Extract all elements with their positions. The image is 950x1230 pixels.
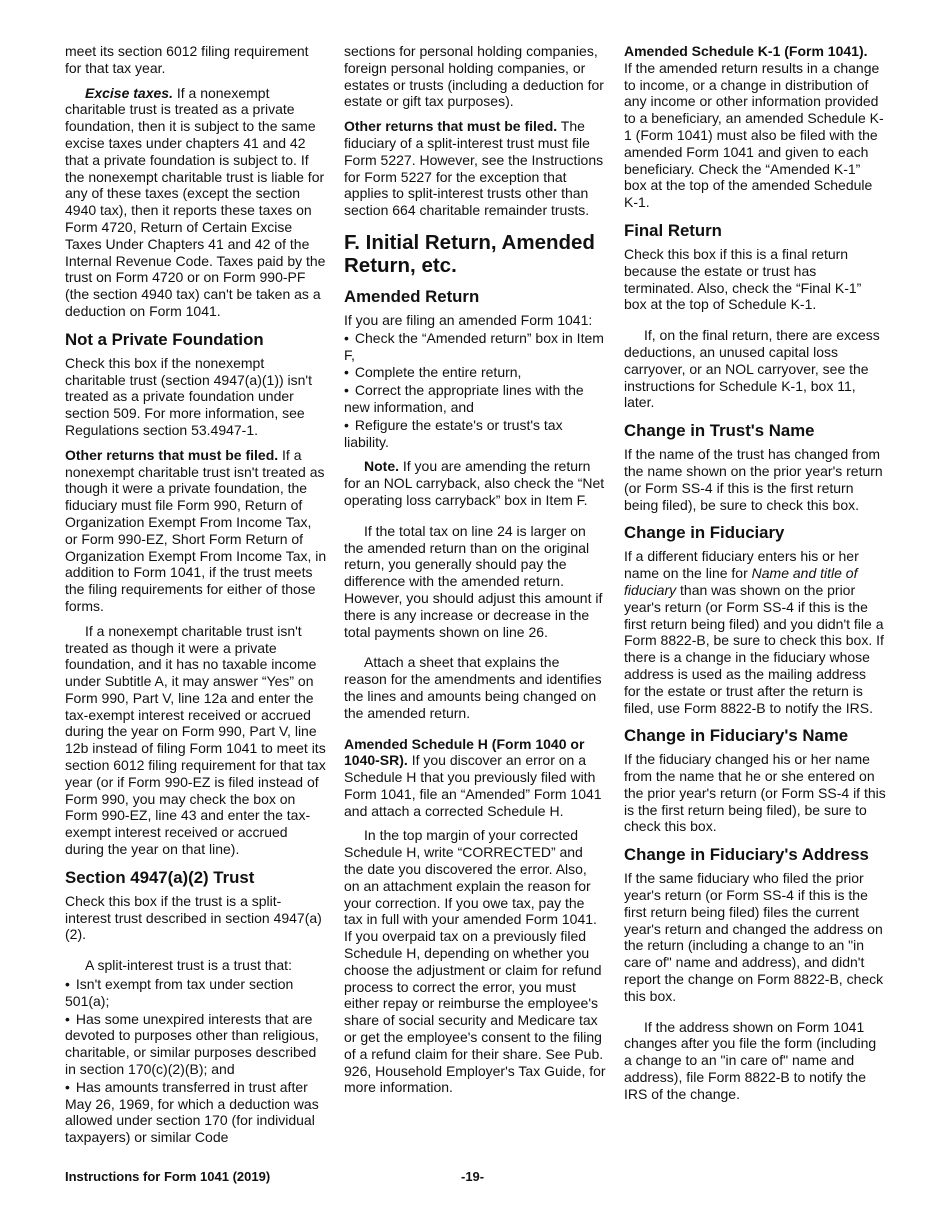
note-text: If you are amending the return for an NOL carryback, also check the “Net operating loss carryback” box in Item F. (344, 458, 605, 508)
paragraph-total-tax: If the total tax on line 24 is larger on the amended return than on the original return, you generally should pay the difference with the amended return. However, you should adjust this amount if there is any increase or decrease in the total payments shown on line 26. (344, 522, 603, 640)
paragraph-final-return: Check this box if this is a final return because the estate or trust has terminated. Also, check the “Final K-1” box at the top of Schedule K-1. (624, 245, 862, 313)
list-item: • Has amounts transferred in trust after May 26, 1969, for which a deduction was allowed under section 170 (for individual taxpayers) or similar Code (65, 1079, 327, 1146)
paragraph-if-nonexempt: If a nonexempt charitable trust isn't treated as though it were a private foundation, and it has no taxable income under Subtitle A, it may answer “Yes” on Form 990, Part V, line 12a and enter the tax-exempt interest received or accrued during the year on Form 990, Part V, line 12b instead of filing Form 1041 to meet its section 6012 filing requirement for that tax year (or if Form 990-EZ is filed instead of Form 990, you may check the box on Form 990-EZ, line 43 and enter the tax-exempt interest received or accrued during the year on that line). (65, 622, 326, 858)
heading-amended-return: Amended Return (344, 286, 480, 306)
heading-section-f: F. Initial Return, Amended Return, etc. (344, 230, 595, 277)
column-right (624, 43, 886, 1111)
schedule-h-label: Amended Schedule H (Form 1040 or 1040-SR). (344, 735, 585, 769)
paragraph-other-returns (65, 447, 327, 615)
paragraph-continued: meet its section 6012 filing requirement for that tax year. (65, 43, 309, 76)
list-item: • Check the “Amended return” box in Item F, (344, 330, 606, 364)
list-item: • Correct the appropriate lines with the new information, and (344, 382, 606, 416)
fiduciary-text-post: than was shown on the prior year's return (or Form SS-4 if this is the first return being filed) and you didn't file a Form 8822-B, be sure to check this box. If there is a change in the fiduciary whose address is used as the mailing address for the estate or trust after the return is filed, use Form 8822-B to notify the IRS. (624, 581, 884, 716)
paragraph-amended-schedule-h (344, 736, 606, 820)
paragraph-continued: sections for personal holding companies, foreign personal holding companies, or estates or trusts (including a deduction for estate or gift tax purposes). (344, 43, 604, 110)
heading-change-trust-name: Change in Trust's Name (624, 421, 815, 441)
paragraph-other-returns (344, 118, 606, 219)
other-returns-text: If a nonexempt charitable trust isn't treated as though it were a private foundation, the fiduciary must file Form 990, Return of Organization Exempt From Income Tax, or Form 990-EZ, Short Form Return of Organization Exempt From Income Tax, in addition to Form 1041, if the trust meets the filing requirements for either of those forms. (65, 446, 327, 614)
list-item: • Has some unexpired interests that are devoted to purposes other than religious, charitable, or similar purposes described in section 170(c)(2)(B); and (65, 1011, 327, 1078)
footer-form-title: Instructions for Form 1041 (2019) (65, 1169, 271, 1184)
page-number: -19- (461, 1169, 485, 1184)
list-item: • Complete the entire return, (344, 364, 606, 381)
schedule-h-text: If you discover an error on a Schedule H that you previously filed with Form 1041, file an “Amended” Form 1041 and attach a corrected Schedule H. (344, 752, 602, 819)
list-item: • Refigure the estate's or trust's tax liability. (344, 417, 606, 451)
paragraph-if-address: If the address shown on Form 1041 changes after you file the form (including a change to an "in care of" name and address), file Form 8822-B to notify the IRS of the change. (624, 1018, 877, 1102)
paragraph-top-margin: In the top margin of your corrected Schedule H, write “CORRECTED” and the date you discovered the error. Also, on an attachment explain the reason for your correction. If you owe tax, pay the tax in full with your amended Form 1041. If you overpaid tax on a previously filed Schedule H, depending on whether you choose the adjustment or claim for refund process to correct the error, you must either repay or reimburse the employee's share of social security and Medicare tax or get the employee's consent to the filing of a refund claim for their share. See Pub. 926, Household Employer's Tax Guide, for more information. (344, 827, 606, 1096)
note-label: Note. (364, 458, 399, 475)
list-item: • Isn't exempt from tax under section 501(a); (65, 976, 327, 1010)
amended-steps-list (344, 330, 606, 451)
excise-taxes-label: Excise taxes. (85, 84, 173, 101)
paragraph-amended-k1 (624, 43, 886, 211)
fiduciary-text-italic: Name and title of fiduciary (624, 565, 858, 598)
amended-k1-label: Amended Schedule K-1 (Form 1041). (624, 43, 868, 59)
paragraph-excise-taxes (65, 85, 327, 320)
other-returns-label: Other returns that must be filed. (344, 118, 558, 135)
other-returns-text: The fiduciary of a split-interest trust must file Form 5227. However, see the Instructions for Form 5227 for the exception that applies to split-interest trusts other than section 664 charitable remainder trusts. (344, 118, 604, 219)
column-middle (344, 43, 606, 1104)
paragraph-fiduciary (624, 548, 886, 716)
heading-change-fiduciary-address: Change in Fiduciary's Address (624, 845, 869, 865)
paragraph-if-final: If, on the final return, there are excess deductions, an unused capital loss carryover, or an NOL carryover, see the instructions for Schedule K-1, box 11, later. (624, 327, 880, 411)
heading-final-return: Final Return (624, 220, 722, 240)
heading-not-private-foundation: Not a Private Foundation (65, 329, 264, 349)
paragraph-fiduciary-address: If the same fiduciary who filed the prior year's return (or Form SS-4 if this is the first return being filed) files the current year's return and changed the address on the return (including a change to an "in care of" name and address), and didn't report the change on Form 8822-B, check this box. (624, 870, 884, 1004)
paragraph-note (344, 458, 606, 508)
column-left (65, 43, 327, 1154)
paragraph-trust-name: If the name of the trust has changed from the name shown on the prior year's return (or Form SS-4 if this is the first return being filed), be sure to check this box. (624, 446, 883, 513)
fiduciary-text-pre: If a different fiduciary enters his or her name on the line for (624, 548, 859, 582)
split-interest-list (65, 976, 327, 1146)
paragraph-fiduciary-name: If the fiduciary changed his or her name from the name that he or she entered on the prior year's return (or Form SS-4 if this is the first return being filed), be sure to check this box. (624, 751, 886, 835)
other-returns-label: Other returns that must be filed. (65, 446, 279, 463)
amended-k1-text: If the amended return results in a change to income, or a change in distribution of any income or other information provided to a beneficiary, an amended Schedule K-1 (Form 1041) must also be filed with the amended Form 1041 and given to each beneficiary. Check the “Amended K-1” box at the top of the amended Schedule K-1. (624, 59, 884, 211)
paragraph-attach-sheet: Attach a sheet that explains the reason for the amendments and identifies the lines and amounts being changed on the amended return. (344, 654, 602, 721)
heading-change-fiduciary-name: Change in Fiduciary's Name (624, 726, 849, 746)
paragraph-amended-intro: If you are filing an amended Form 1041: (344, 311, 593, 328)
paragraph-npf: Check this box if the nonexempt charitable trust (section 4947(a)(1)) isn't treated as a private foundation under section 509. For more information, see Regulations section 53.4947-1. (65, 354, 312, 438)
paragraph-4947: Check this box if the trust is a split-interest trust described in section 4947(a)(2). (65, 892, 322, 943)
heading-section-4947a2: Section 4947(a)(2) Trust (65, 867, 255, 887)
paragraph-split-intro: A split-interest trust is a trust that: (85, 957, 292, 974)
heading-change-fiduciary: Change in Fiduciary (624, 523, 785, 543)
excise-taxes-text: If a nonexempt charitable trust is treated as a private foundation, then it is subject to the same excise taxes under chapters 41 and 42 that a private foundation is subject to. If the nonexempt charitable trust is liable for any of these taxes (except the section 4940 tax), then it reports these taxes on Form 4720, Return of Certain Excise Taxes Under Chapters 41 and 42 of the Internal Revenue Code. Taxes paid by the trust on Form 4720 or on Form 990-PF (the section 4940 tax) can't be taken as a deduction on Form 1041. (65, 84, 326, 319)
